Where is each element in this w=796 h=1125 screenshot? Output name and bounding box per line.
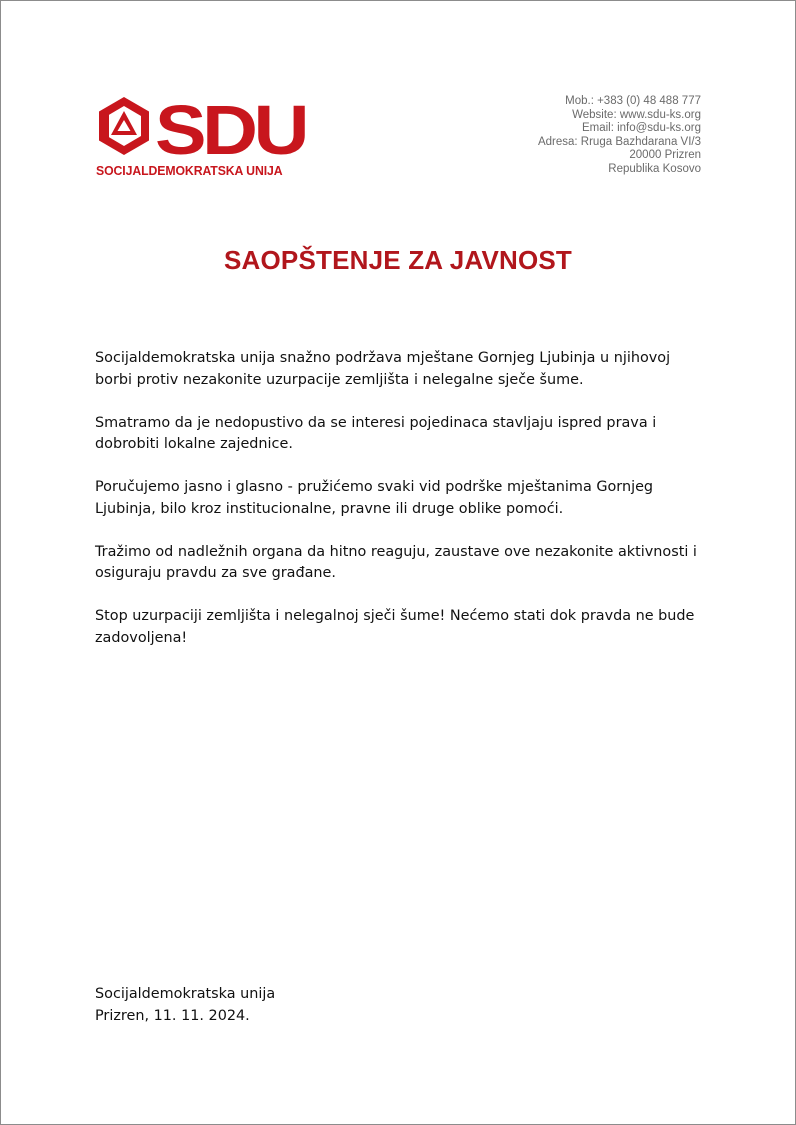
hexagon-triangle-emblem-icon	[99, 97, 149, 155]
document-body	[95, 348, 705, 671]
contact-email: Email: info@sdu-ks.org	[581, 122, 701, 135]
contact-website: Website: www.sdu-ks.org	[572, 108, 701, 121]
contact-address: Adresa: Rruga Bazhdarana VI/3	[537, 135, 701, 148]
paragraph: Stop uzurpaciji zemljišta i nelegalnoj sječi šume! Nećemo stati dok pravda ne bude zadovoljena!	[95, 608, 695, 646]
contact-city: 20000 Prizren	[629, 149, 701, 162]
sdu-logo	[95, 93, 307, 181]
logo-wordmark: SDU	[155, 93, 306, 165]
signature-place-date: Prizren, 11. 11. 2024.	[95, 1007, 250, 1024]
signature-block	[95, 984, 275, 1027]
paragraph: Smatramo da je nedopustivo da se interesi pojedinaca stavljaju ispred prava i dobrobiti lokalne zajednice.	[95, 414, 657, 452]
paragraph: Poručujemo jasno i glasno - pružićemo svaki vid podrške mještanima Gornjeg Ljubinja, bilo kroz institucionalne, pravne ili druge oblike pomoći.	[95, 479, 654, 517]
signature-organization: Socijaldemokratska unija	[95, 986, 276, 1002]
contact-block	[538, 95, 701, 177]
logo-subtitle: SOCIJALDEMOKRATSKA UNIJA	[96, 163, 283, 178]
contact-phone: Mob.: +383 (0) 48 488 777	[565, 95, 701, 107]
contact-country: Republika Kosovo	[608, 162, 701, 175]
document-title: SAOPŠTENJE ZA JAVNOST	[223, 245, 573, 275]
sdu-logo-graphic	[95, 93, 307, 165]
paragraph: Socijaldemokratska unija snažno podržava mještane Gornjeg Ljubinja u njihovoj borbi protiv nezakonite uzurpacije zemljišta i nelegalne sječe šume.	[95, 350, 671, 388]
paragraph: Tražimo od nadležnih organa da hitno reaguju, zaustave ove nezakonite aktivnosti i osiguraju pravdu za sve građane.	[95, 543, 697, 581]
